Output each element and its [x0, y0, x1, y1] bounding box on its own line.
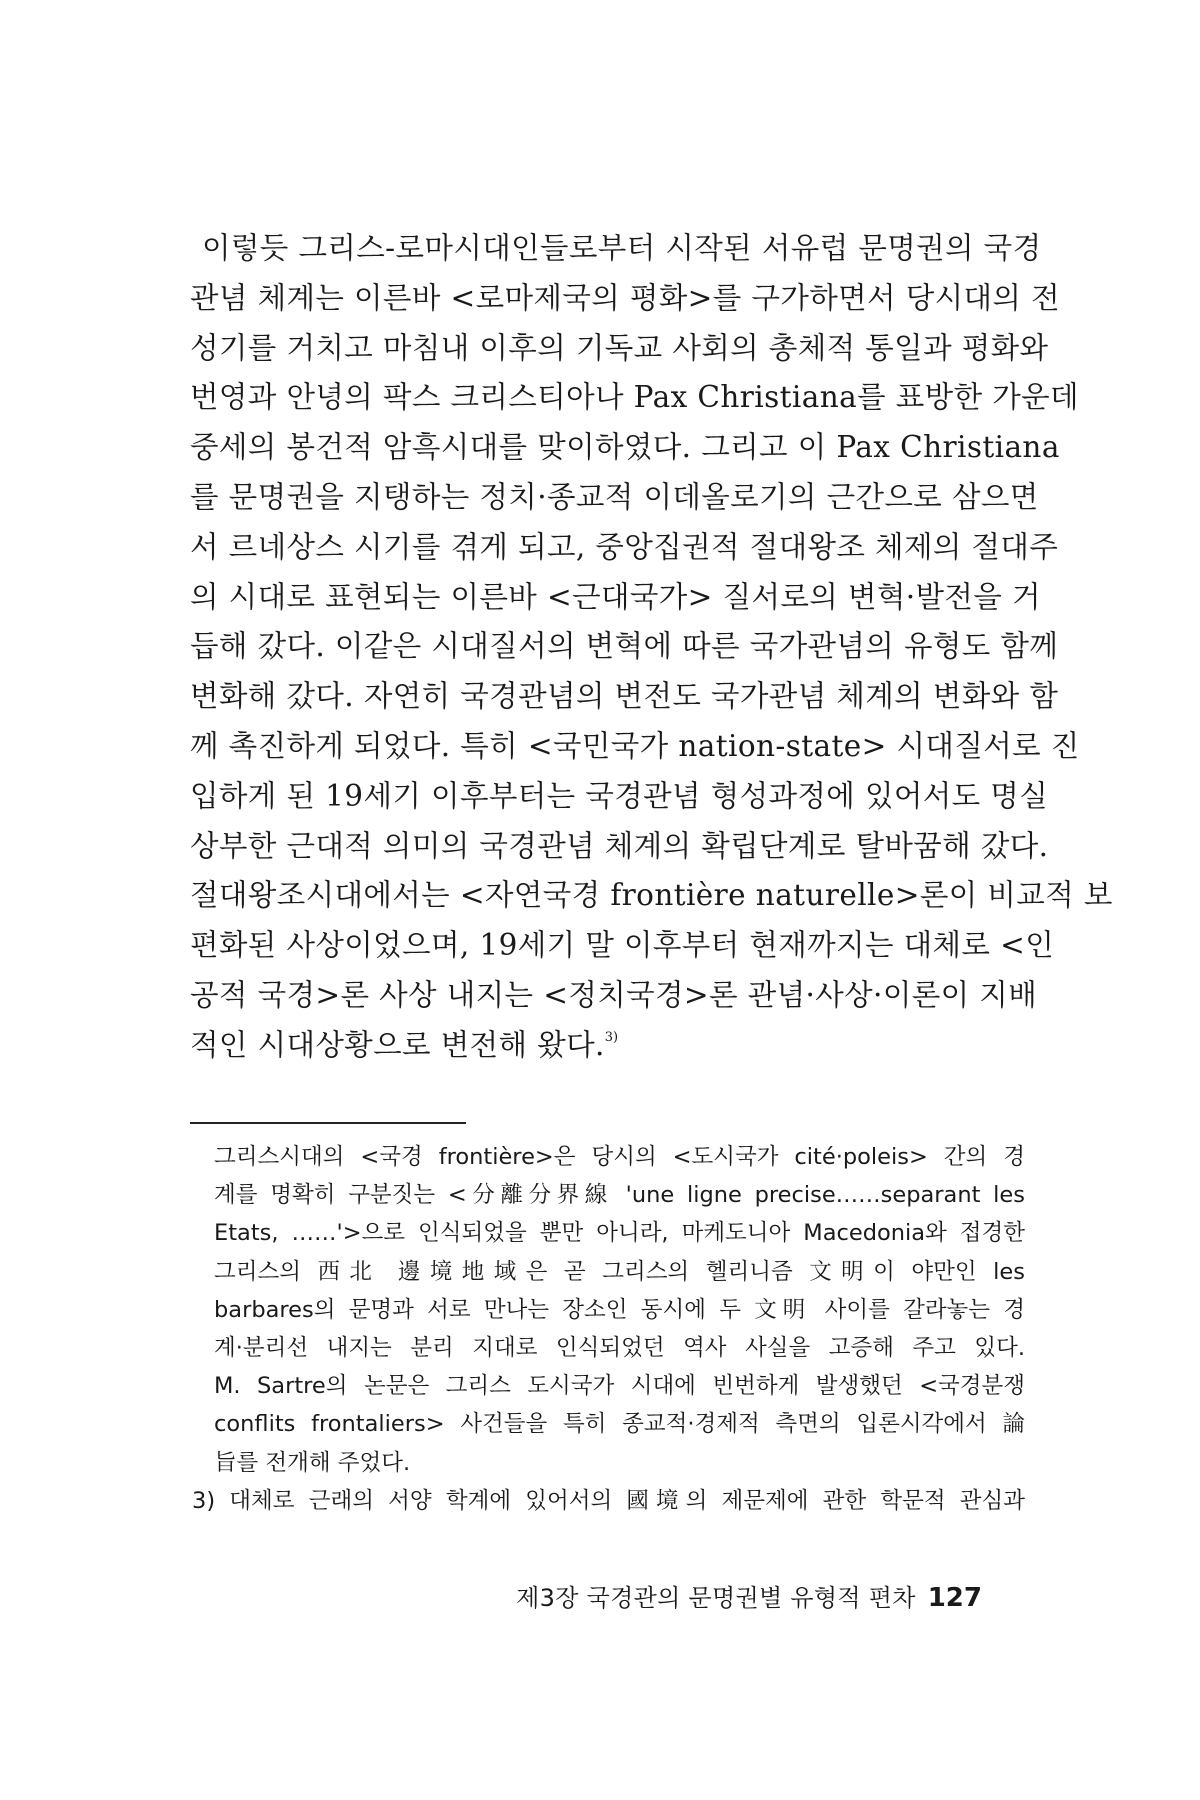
- chapter-title: 제3장 국경관의 문명권별 유형적 편차: [516, 1584, 916, 1612]
- body-line: 절대왕조시대에서는 <자연국경 frontière naturelle>론이 비교적 보: [190, 878, 1113, 913]
- footnote-line: M. Sartre의 논문은 그리스 도시국가 시대에 빈번하게 발생했던 <국경분쟁: [214, 1373, 1025, 1400]
- footnote-line: 그리스시대의 <국경 frontière>은 당시의 <도시국가 cité·poleis> 간의 경: [214, 1144, 1025, 1170]
- footnote-3: 3) 대체로 근래의 서양 학계에 있어서의 國境의 제문제에 관한 학문적 관심과: [192, 1487, 1025, 1514]
- body-line: 번영과 안녕의 팍스 크리스티아나 Pax Christiana를 표방한 가운데: [190, 380, 1079, 415]
- footnote-separator: [190, 1122, 466, 1124]
- footnote-line: 그리스의 西北 邊境地域은 곧 그리스의 헬리니즘 文明이 야만인 les: [214, 1258, 1025, 1285]
- body-line: 의 시대로 표현되는 이른바 <근대국가> 질서로의 변혁·발전을 거: [190, 579, 1041, 614]
- footnote-line: barbares의 문명과 서로 만나는 장소인 동시에 두 文明 사이를 갈라놓는 경: [214, 1296, 1025, 1323]
- body-line: 듭해 갔다. 이같은 시대질서의 변혁에 따른 국가관념의 유형도 함께: [190, 629, 1059, 664]
- body-line: 공적 국경>론 사상 내지는 <정치국경>론 관념·사상·이론이 지배: [190, 977, 1038, 1012]
- body-line: 서 르네상스 시기를 겪게 되고, 중앙집권적 절대왕조 체제의 절대주: [190, 529, 1059, 564]
- body-line: 상부한 근대적 의미의 국경관념 체계의 확립단계로 탈바꿈해 갔다.: [190, 828, 1049, 863]
- body-line: 변화해 갔다. 자연히 국경관념의 변전도 국가관념 체계의 변화와 함: [190, 679, 1059, 714]
- footnote-line: 계를 명확히 구분짓는 <分離分界線 'une ligne precise……separant les: [214, 1182, 1025, 1209]
- body-line: 중세의 봉건적 암흑시대를 맞이하였다. 그리고 이 Pax Christiana: [190, 430, 1060, 465]
- body-line: 관념 체계는 이른바 <로마제국의 평화>를 구가하면서 당시대의 전: [190, 280, 1060, 315]
- footnote-reference[interactable]: 3): [604, 1029, 619, 1045]
- footnote-line: 계·분리선 내지는 분리 지대로 인식되었던 역사 사실을 고증해 주고 있다.: [214, 1334, 1025, 1361]
- body-line: 께 촉진하게 되었다. 특히 <국민국가 nation-state> 시대질서로 진: [190, 728, 1080, 763]
- body-line: 이렇듯 그리스-로마시대인들로부터 시작된 서유럽 문명권의 국경: [202, 231, 1042, 265]
- running-footer: [516, 1578, 982, 1613]
- body-line-last: [190, 1021, 1025, 1071]
- footnotes: [192, 1138, 1025, 1520]
- body-line: 성기를 거치고 마침내 이후의 기독교 사회의 총체적 통일과 평화와: [190, 330, 1049, 365]
- footnote-line: 旨를 전개해 주었다.: [214, 1449, 411, 1476]
- main-paragraph: [190, 224, 1113, 1071]
- body-line: 편화된 사상이었으며, 19세기 말 이후부터 현재까지는 대체로 <인: [190, 928, 1055, 963]
- page-number: 127: [927, 1583, 982, 1613]
- body-line: 를 문명권을 지탱하는 정치·종교적 이데올로기의 근간으로 삼으면: [190, 479, 1039, 514]
- body-line: 입하게 된 19세기 이후부터는 국경관념 형성과정에 있어서도 명실: [190, 778, 1049, 813]
- body-line-text: 적인 시대상황으로 변전해 왔다.: [190, 1027, 605, 1062]
- footnote-line: conflits frontaliers> 사건들을 특히 종교적·경제적 측면의 입론시각에서 論: [214, 1411, 1025, 1438]
- footnote-line: Etats, ……'>으로 인식되었을 뿐만 아니라, 마케도니아 Macedonia와 접경한: [214, 1220, 1025, 1247]
